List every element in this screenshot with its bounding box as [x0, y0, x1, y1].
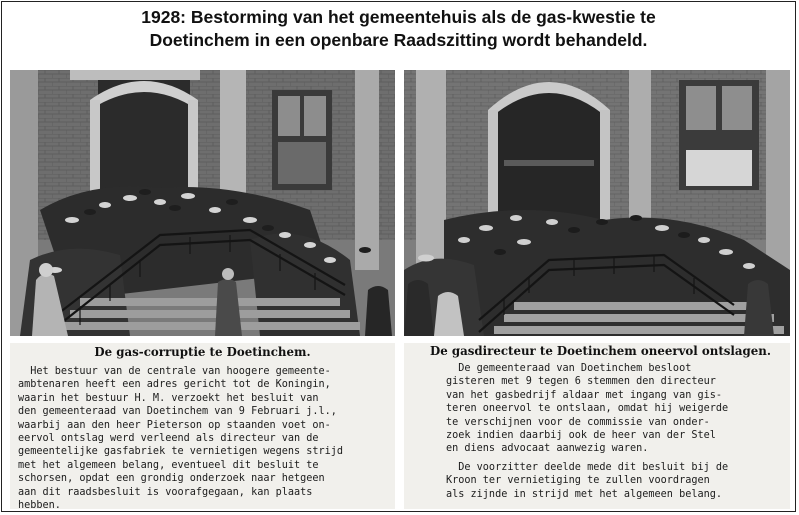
article-line: eervol ontslag werd verleend als directeur van de [18, 433, 319, 445]
article-title: De gas-corruptie te Doetinchem. [94, 345, 311, 359]
photo-crowd-at-entrance [404, 70, 790, 336]
article-title: De gasdirecteur te Doetinchem oneervol ontslagen. [430, 344, 771, 358]
article-line: met het algemeen belang, eventueel dit besluit te [18, 459, 319, 471]
article-line: en diens advocaat aanwezig waren. [446, 443, 649, 455]
article-line: zoek indien daarbij ook de heer van der Stel [446, 430, 716, 442]
article-line: als zijnde in strijd met het algemeen belang. [446, 488, 723, 500]
article-line: schorsen, opdat een grondig onderzoek naar hetgeen [18, 473, 325, 485]
headline-line-1: 1928: Bestorming van het gemeentehuis als de gas-kwestie te [141, 7, 656, 27]
article-body [404, 362, 790, 501]
headline-line-2: Doetinchem in een openbare Raadszitting wordt behandeld. [149, 30, 648, 50]
article-body [10, 365, 395, 509]
article-line: De gemeenteraad van Doetinchem besloot [446, 363, 692, 374]
article-line: ambtenaren heeft een adres gericht tot de Koningin, [18, 379, 331, 391]
article-line: Het bestuur van de centrale van hoogere gemeente- [18, 366, 331, 377]
article-gasdirecteur-ontslagen [404, 343, 790, 509]
article-paragraph-1 [446, 362, 790, 456]
article-line: aan dit raadsbesluit is voorafgegaan, kan plaats [18, 486, 313, 498]
article-line: van het gasbedrijf aldaar met ingang van gis- [446, 389, 723, 401]
article-line: te verschijnen voor de commissie van onder- [446, 416, 710, 428]
article-line: De voorzitter deelde mede dit besluit bij de [446, 461, 729, 473]
article-paragraph-2 [446, 461, 790, 501]
article-gas-corruptie [10, 343, 395, 509]
photo-crowd-storming-steps [10, 70, 395, 336]
article-line: waarbij aan den heer Pieterson op staanden voet on- [18, 419, 331, 431]
article-line: den gemeenteraad van Doetinchem van 9 Februari j.l., [18, 406, 337, 418]
article-line: gemeentelijke gasfabriek te vernietigen wegens strijd [18, 446, 344, 458]
photo-right-drawing [404, 70, 790, 336]
article-line: waarin het bestuur H. M. verzoekt het besluit van [18, 392, 319, 404]
page-headline [0, 6, 797, 52]
article-line: hebben. [18, 500, 61, 509]
photo-left-drawing [10, 70, 395, 336]
article-line: Kroon ter vernietiging te zullen voordragen [446, 475, 710, 487]
article-line: gisteren met 9 tegen 6 stemmen den directeur [446, 376, 716, 388]
article-line: teren oneervol te ontslaan, omdat hij weigerde [446, 403, 729, 415]
